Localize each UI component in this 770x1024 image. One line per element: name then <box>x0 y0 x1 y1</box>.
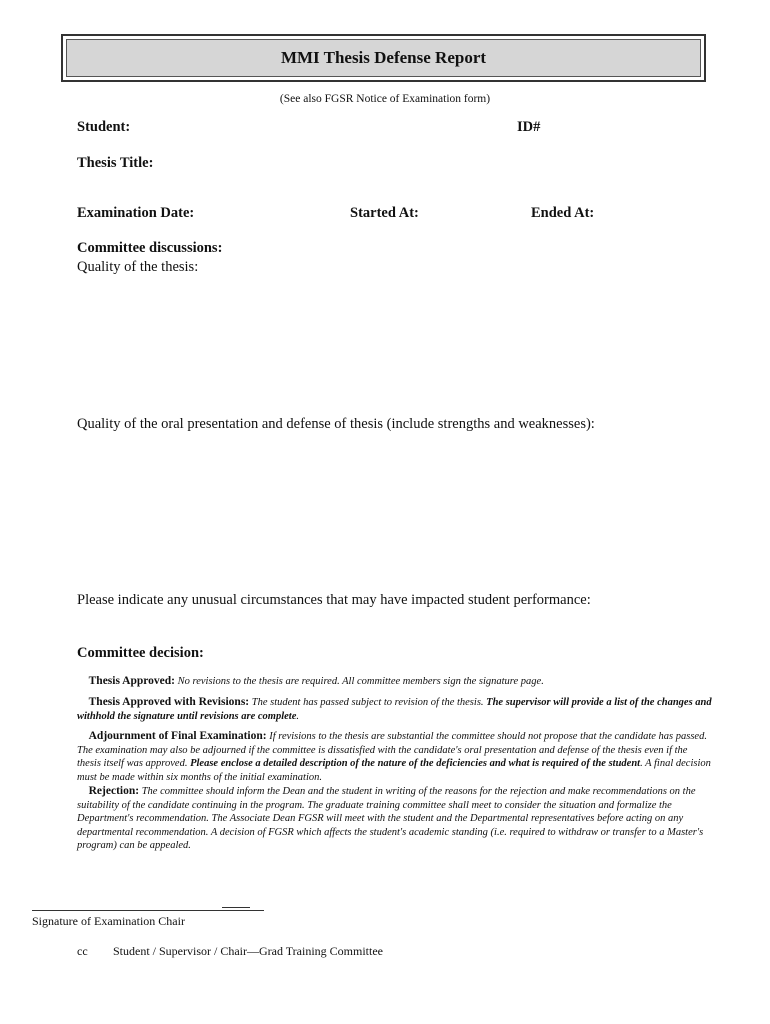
unusual-circumstances-label: Please indicate any unusual circumstances that may have impacted student performance: <box>77 592 591 608</box>
cc-text: Student / Supervisor / Chair—Grad Training Committee <box>113 944 383 958</box>
option-text: No revisions to the thesis are required. All committee members sign the signature page. <box>177 676 544 687</box>
option-text: If revisions to the thesis are substantial the committee should not propose that the candidate has passed. The examination may also be adjourned if the committee is dissatisfied with the candidate's oral presentation and defense of the thesis even if the thesis itself was approved. <box>77 731 707 769</box>
option-text: The committee should inform the Dean and the student in writing of the reasons for the rejection and make recommendations on the suitability of the candidate continuing in the program. The graduate training committee shall meet to consider the situation and formalize the Department's recommendation. The Associate Dean FGSR will meet with the student and the Departmental representatives before acting on any departmental recommendation. A decision of FGSR which affects the student's academic standing (i.e. required to withdraw or transfer to a Master's program) can be appealed. <box>77 786 704 851</box>
signature-tick <box>222 907 250 908</box>
option-text-after: . A final decision must be made within six months of the initial examination. <box>77 758 711 783</box>
option-label: Thesis Approved: <box>88 675 176 687</box>
option-approved <box>77 675 712 689</box>
option-text: The student has passed subject to revision of the thesis. <box>251 697 484 708</box>
thesis-title-label: Thesis Title: <box>77 155 154 171</box>
student-label: Student: <box>77 119 131 135</box>
page-subtitle: (See also FGSR Notice of Examination form) <box>279 93 491 105</box>
option-label: Adjournment of Final Examination: <box>88 730 267 742</box>
option-emphasis: Please enclose a detailed description of the nature of the deficiencies and what is required of the student <box>190 758 641 769</box>
option-emphasis: The supervisor will provide a list of the changes and withhold the signature until revisions are complete <box>77 697 712 722</box>
committee-decision-heading: Committee decision: <box>77 645 204 661</box>
started-at-label: Started At: <box>350 205 419 221</box>
option-text-after: . <box>296 710 299 722</box>
cc-label: cc <box>77 944 88 958</box>
option-rejection <box>77 785 712 853</box>
option-label: Rejection: <box>88 785 140 797</box>
signature-label: Signature of Examination Chair <box>32 914 185 928</box>
option-adjournment <box>77 730 712 784</box>
committee-discussions-heading: Committee discussions: <box>77 240 223 256</box>
id-label: ID# <box>517 119 541 135</box>
page-title: MMI Thesis Defense Report <box>66 39 701 77</box>
option-label: Thesis Approved with Revisions: <box>88 696 250 708</box>
exam-date-label: Examination Date: <box>77 205 195 221</box>
quality-thesis-label: Quality of the thesis: <box>77 259 199 275</box>
signature-line[interactable] <box>32 910 264 911</box>
quality-oral-label: Quality of the oral presentation and defense of thesis (include strengths and weaknesses): <box>77 416 595 432</box>
option-approved-revisions <box>77 696 712 723</box>
title-box <box>61 34 706 82</box>
ended-at-label: Ended At: <box>531 205 595 221</box>
